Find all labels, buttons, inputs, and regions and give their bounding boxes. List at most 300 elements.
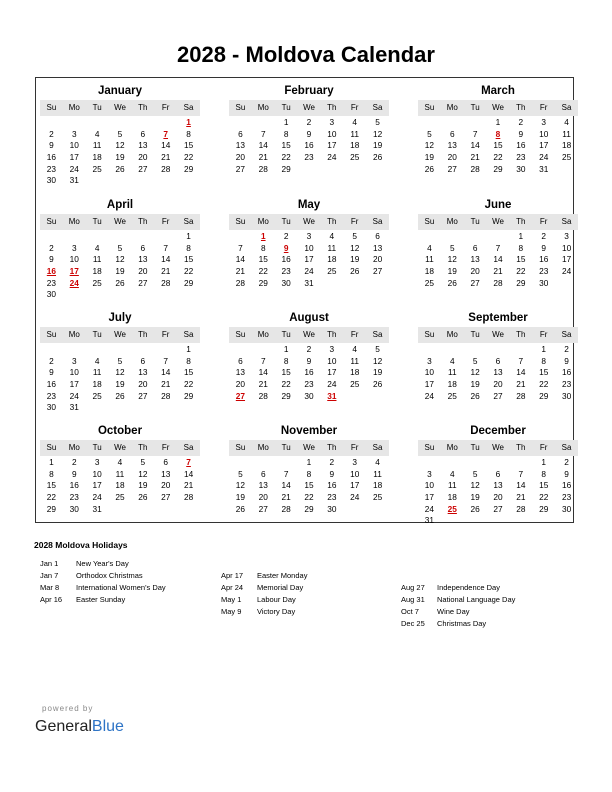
month-name: March bbox=[481, 85, 515, 97]
day-cell: 4 bbox=[94, 128, 100, 139]
holiday-name: Easter Sunday bbox=[76, 595, 126, 604]
day-cell: 9 bbox=[49, 367, 54, 378]
empty-cell bbox=[464, 117, 487, 129]
weekday-label: Mo bbox=[68, 330, 80, 339]
day-cell: 12 bbox=[138, 468, 148, 479]
day-cell: 30 bbox=[69, 503, 79, 514]
weekday-label: We bbox=[492, 443, 504, 452]
weekday-label: Sa bbox=[183, 217, 194, 226]
day-cell: 10 bbox=[424, 367, 435, 378]
month-name: April bbox=[106, 199, 134, 211]
weekday-header-row bbox=[418, 327, 578, 343]
day-cell: 9 bbox=[564, 468, 569, 479]
day-cell: 28 bbox=[281, 503, 291, 514]
day-cell: 16 bbox=[561, 367, 572, 378]
holiday-row bbox=[221, 582, 307, 594]
day-cell: 30 bbox=[281, 277, 291, 288]
day-cell: 29 bbox=[493, 163, 503, 174]
day-cell: 22 bbox=[493, 152, 503, 163]
day-cell: 30 bbox=[46, 175, 57, 186]
day-cell: 8 bbox=[283, 355, 289, 366]
weekday-label: Th bbox=[327, 103, 337, 112]
day-cell: 28 bbox=[493, 277, 503, 288]
day-cell: 30 bbox=[516, 163, 526, 174]
day-cell: 30 bbox=[304, 390, 314, 401]
day-cell: 20 bbox=[138, 266, 148, 277]
powered-by-text: powered by bbox=[42, 704, 94, 713]
weekday-header-row bbox=[229, 440, 389, 456]
day-cell: 19 bbox=[235, 492, 246, 503]
day-cell: 29 bbox=[258, 277, 268, 288]
day-cell: 24 bbox=[69, 163, 79, 174]
holiday-name: Memorial Day bbox=[257, 583, 304, 592]
weekday-label: We bbox=[303, 103, 315, 112]
holiday-date: Apr 17 bbox=[221, 571, 244, 580]
day-cell: 24 bbox=[327, 152, 337, 163]
day-cell: 21 bbox=[235, 266, 246, 277]
day-cell: 29 bbox=[539, 503, 549, 514]
day-cell: 6 bbox=[495, 355, 501, 366]
day-cell: 16 bbox=[304, 140, 314, 151]
day-cell: 19 bbox=[115, 152, 125, 163]
day-cell: 1 bbox=[541, 457, 547, 467]
day-cell: 17 bbox=[304, 254, 314, 265]
day-cell: 17 bbox=[539, 140, 549, 151]
day-cell: 14 bbox=[161, 254, 171, 265]
month-january bbox=[40, 83, 200, 187]
day-cell: 20 bbox=[493, 379, 503, 390]
day-cell: 2 bbox=[306, 117, 312, 127]
empty-cell bbox=[441, 231, 464, 243]
weekday-label: Fr bbox=[539, 103, 548, 112]
weekday-label: Tu bbox=[470, 443, 480, 452]
day-cell: 14 bbox=[183, 468, 194, 479]
empty-cell bbox=[509, 344, 532, 356]
day-cell: 2 bbox=[49, 128, 54, 139]
empty-cell bbox=[63, 344, 86, 356]
day-cell: 14 bbox=[470, 140, 480, 151]
day-cell: 22 bbox=[304, 492, 314, 503]
day-cell: 9 bbox=[49, 140, 54, 151]
day-cell: 25 bbox=[115, 492, 125, 503]
day-cell: 19 bbox=[372, 367, 383, 378]
day-cell: 16 bbox=[304, 367, 314, 378]
day-cell: 16 bbox=[281, 254, 291, 265]
day-cell: 20 bbox=[470, 266, 480, 277]
day-cell: 27 bbox=[493, 503, 503, 514]
holiday-date: Apr 16 bbox=[40, 595, 63, 604]
month-name: February bbox=[284, 85, 334, 97]
day-cell: 5 bbox=[238, 468, 243, 479]
day-cell: 28 bbox=[470, 163, 480, 174]
day-cell: 2 bbox=[541, 231, 547, 241]
weekday-label: Fr bbox=[161, 217, 170, 226]
day-cell: 15 bbox=[183, 140, 194, 151]
day-cell: 27 bbox=[372, 266, 383, 277]
holiday-day: 7 bbox=[186, 457, 191, 467]
weekday-label: Sa bbox=[372, 330, 383, 339]
day-cell: 14 bbox=[258, 140, 268, 151]
holiday-name: Orthodox Christmas bbox=[76, 571, 143, 580]
weekday-label: Th bbox=[327, 217, 337, 226]
day-cell: 12 bbox=[470, 480, 480, 491]
empty-cell bbox=[487, 344, 510, 356]
weekday-label: Sa bbox=[183, 330, 194, 339]
weekday-header-row bbox=[40, 100, 200, 116]
empty-cell bbox=[464, 344, 487, 356]
month-september bbox=[418, 310, 578, 402]
day-cell: 20 bbox=[493, 492, 503, 503]
month-march bbox=[418, 83, 578, 175]
empty-cell bbox=[252, 117, 275, 129]
month-name: December bbox=[470, 425, 526, 437]
day-cell: 26 bbox=[372, 152, 383, 163]
day-cell: 16 bbox=[46, 152, 57, 163]
day-cell: 15 bbox=[281, 367, 291, 378]
day-cell: 29 bbox=[46, 503, 57, 514]
day-cell: 25 bbox=[561, 152, 572, 163]
day-cell: 24 bbox=[92, 492, 102, 503]
day-cell: 10 bbox=[69, 367, 79, 378]
empty-cell bbox=[40, 344, 63, 356]
day-cell: 23 bbox=[539, 266, 549, 277]
day-cell: 26 bbox=[470, 390, 480, 401]
day-cell: 20 bbox=[138, 379, 148, 390]
day-cell: 7 bbox=[518, 468, 524, 479]
day-cell: 27 bbox=[138, 163, 148, 174]
day-cell: 29 bbox=[516, 277, 526, 288]
day-cell: 28 bbox=[161, 390, 171, 401]
holiday-column bbox=[221, 570, 307, 618]
day-cell: 24 bbox=[304, 266, 314, 277]
day-cell: 23 bbox=[561, 379, 572, 390]
day-cell: 2 bbox=[71, 457, 77, 467]
day-cell: 4 bbox=[427, 242, 432, 253]
day-cell: 10 bbox=[327, 128, 337, 139]
day-cell: 23 bbox=[69, 492, 79, 503]
day-cell: 9 bbox=[306, 128, 312, 139]
day-cell: 6 bbox=[375, 231, 380, 241]
empty-cell bbox=[441, 344, 464, 356]
day-cell: 23 bbox=[561, 492, 572, 503]
holiday-row bbox=[221, 606, 307, 618]
month-june bbox=[418, 197, 578, 289]
day-cell: 18 bbox=[350, 140, 360, 151]
day-cell: 24 bbox=[424, 503, 435, 514]
weekday-label: Mo bbox=[446, 103, 458, 112]
holiday-row bbox=[401, 594, 515, 606]
holiday-date: Aug 27 bbox=[401, 583, 425, 592]
weekday-label: Mo bbox=[257, 443, 269, 452]
holiday-date: Aug 31 bbox=[401, 595, 425, 604]
holiday-date: Jan 7 bbox=[40, 571, 59, 580]
day-cell: 30 bbox=[46, 289, 57, 300]
day-cell: 5 bbox=[117, 355, 123, 366]
holiday-row bbox=[401, 618, 515, 630]
day-cell: 21 bbox=[493, 266, 503, 277]
weekday-label: Tu bbox=[470, 330, 480, 339]
weekday-label: Tu bbox=[470, 103, 480, 112]
weekday-label: Sa bbox=[561, 443, 572, 452]
month-november bbox=[229, 423, 389, 515]
day-cell: 29 bbox=[304, 503, 314, 514]
day-cell: 3 bbox=[329, 344, 335, 354]
day-cell: 6 bbox=[140, 242, 146, 253]
day-cell: 25 bbox=[92, 277, 102, 288]
day-cell: 23 bbox=[46, 390, 57, 401]
day-cell: 27 bbox=[161, 492, 171, 503]
day-cell: 4 bbox=[564, 117, 569, 127]
holiday-name: Victory Day bbox=[257, 607, 296, 616]
weekday-label: Sa bbox=[561, 217, 572, 226]
day-cell: 19 bbox=[424, 152, 435, 163]
generalblue-logo[interactable] bbox=[35, 716, 124, 738]
day-cell: 28 bbox=[161, 163, 171, 174]
day-cell: 18 bbox=[561, 140, 572, 151]
day-cell: 7 bbox=[495, 242, 501, 253]
day-cell: 5 bbox=[140, 457, 146, 467]
weekday-label: Su bbox=[235, 103, 246, 112]
day-cell: 13 bbox=[138, 140, 148, 151]
day-cell: 17 bbox=[69, 152, 79, 163]
weekday-label: Sa bbox=[183, 443, 194, 452]
day-cell: 16 bbox=[327, 480, 337, 491]
day-cell: 25 bbox=[92, 163, 102, 174]
day-cell: 11 bbox=[425, 254, 434, 265]
empty-cell bbox=[229, 231, 252, 243]
empty-cell bbox=[229, 344, 252, 356]
holiday-name: Wine Day bbox=[437, 607, 470, 616]
day-cell: 6 bbox=[140, 355, 146, 366]
weekday-label: Mo bbox=[446, 217, 458, 226]
day-cell: 19 bbox=[372, 140, 383, 151]
day-cell: 12 bbox=[470, 367, 480, 378]
holiday-row bbox=[40, 558, 166, 570]
day-cell: 1 bbox=[495, 117, 501, 127]
weekday-label: Su bbox=[424, 443, 435, 452]
weekday-label: Sa bbox=[561, 330, 572, 339]
day-cell: 8 bbox=[49, 468, 54, 479]
holiday-date: Oct 7 bbox=[401, 607, 419, 616]
day-cell: 9 bbox=[518, 128, 524, 139]
day-cell: 22 bbox=[183, 266, 194, 277]
empty-cell bbox=[109, 344, 132, 356]
day-cell: 7 bbox=[472, 128, 478, 139]
day-grid bbox=[229, 231, 389, 289]
day-cell: 21 bbox=[516, 379, 526, 390]
day-cell: 2 bbox=[564, 457, 569, 467]
holiday-name: International Women's Day bbox=[76, 583, 166, 592]
day-cell: 26 bbox=[235, 503, 246, 514]
day-cell: 4 bbox=[329, 231, 335, 241]
day-cell: 11 bbox=[327, 242, 337, 253]
day-cell: 2 bbox=[329, 457, 335, 467]
day-cell: 16 bbox=[69, 480, 79, 491]
day-cell: 17 bbox=[424, 379, 435, 390]
weekday-label: Tu bbox=[470, 217, 480, 226]
weekday-label: Tu bbox=[281, 103, 291, 112]
empty-cell bbox=[509, 457, 532, 469]
day-cell: 1 bbox=[306, 457, 312, 467]
weekday-label: Th bbox=[516, 103, 526, 112]
holiday-date: Dec 25 bbox=[401, 619, 425, 628]
day-cell: 4 bbox=[449, 468, 455, 479]
day-cell: 4 bbox=[352, 117, 358, 127]
weekday-header-row bbox=[418, 214, 578, 230]
holiday-day: 16 bbox=[46, 266, 57, 277]
day-cell: 28 bbox=[235, 277, 246, 288]
day-cell: 3 bbox=[427, 355, 432, 366]
day-cell: 7 bbox=[518, 355, 524, 366]
day-cell: 21 bbox=[281, 492, 291, 503]
day-cell: 23 bbox=[46, 163, 57, 174]
weekday-label: Tu bbox=[92, 103, 102, 112]
empty-cell bbox=[109, 117, 132, 129]
weekday-label: Sa bbox=[183, 103, 194, 112]
weekday-label: Su bbox=[424, 217, 435, 226]
empty-cell bbox=[63, 117, 86, 129]
day-cell: 18 bbox=[92, 152, 102, 163]
holiday-column bbox=[401, 582, 515, 630]
day-cell: 28 bbox=[516, 503, 526, 514]
day-cell: 26 bbox=[115, 277, 125, 288]
weekday-label: Th bbox=[138, 443, 148, 452]
weekday-label: Mo bbox=[68, 217, 80, 226]
weekday-label: We bbox=[492, 103, 504, 112]
empty-cell bbox=[63, 231, 86, 243]
weekday-label: Tu bbox=[281, 217, 291, 226]
day-cell: 5 bbox=[375, 117, 380, 127]
day-cell: 6 bbox=[163, 457, 169, 467]
day-cell: 10 bbox=[350, 468, 360, 479]
weekday-label: Tu bbox=[281, 330, 291, 339]
day-cell: 26 bbox=[350, 266, 360, 277]
day-cell: 15 bbox=[539, 480, 549, 491]
day-cell: 4 bbox=[375, 457, 380, 467]
day-cell: 31 bbox=[424, 515, 435, 526]
day-cell: 15 bbox=[281, 140, 291, 151]
day-cell: 11 bbox=[115, 468, 125, 479]
holiday-row bbox=[221, 594, 307, 606]
day-cell: 21 bbox=[258, 379, 268, 390]
weekday-label: Sa bbox=[372, 217, 383, 226]
weekday-label: Su bbox=[235, 330, 246, 339]
day-cell: 13 bbox=[138, 254, 148, 265]
day-cell: 3 bbox=[306, 231, 312, 241]
day-cell: 13 bbox=[470, 254, 480, 265]
day-cell: 25 bbox=[92, 390, 102, 401]
weekday-label: Fr bbox=[539, 217, 548, 226]
day-cell: 12 bbox=[115, 254, 125, 265]
empty-cell bbox=[131, 344, 154, 356]
day-cell: 5 bbox=[117, 242, 123, 253]
holiday-day: 27 bbox=[235, 390, 246, 401]
day-cell: 27 bbox=[138, 277, 148, 288]
day-cell: 16 bbox=[516, 140, 526, 151]
day-cell: 3 bbox=[541, 117, 547, 127]
day-cell: 12 bbox=[372, 128, 383, 139]
day-grid bbox=[418, 457, 578, 527]
day-cell: 19 bbox=[470, 379, 480, 390]
day-cell: 18 bbox=[372, 480, 383, 491]
day-cell: 12 bbox=[115, 140, 125, 151]
weekday-label: Su bbox=[46, 443, 57, 452]
day-cell: 14 bbox=[235, 254, 246, 265]
weekday-label: Tu bbox=[92, 443, 102, 452]
day-cell: 22 bbox=[281, 152, 291, 163]
day-cell: 25 bbox=[350, 152, 360, 163]
empty-cell bbox=[487, 231, 510, 243]
day-cell: 13 bbox=[138, 367, 148, 378]
month-name: January bbox=[97, 85, 143, 97]
weekday-label: Mo bbox=[257, 330, 269, 339]
weekday-label: Su bbox=[424, 103, 435, 112]
day-cell: 5 bbox=[375, 344, 380, 354]
weekday-header-row bbox=[418, 440, 578, 456]
day-cell: 1 bbox=[283, 344, 289, 354]
weekday-label: We bbox=[114, 330, 126, 339]
day-cell: 27 bbox=[447, 163, 457, 174]
page-title: 2028 - Moldova Calendar bbox=[177, 42, 435, 67]
day-cell: 12 bbox=[424, 140, 435, 151]
day-cell: 31 bbox=[69, 402, 79, 413]
day-cell: 17 bbox=[561, 254, 572, 265]
day-cell: 14 bbox=[161, 367, 171, 378]
day-cell: 22 bbox=[539, 492, 549, 503]
day-cell: 21 bbox=[161, 152, 171, 163]
day-cell: 29 bbox=[539, 390, 549, 401]
holiday-day: 7 bbox=[163, 128, 169, 139]
day-cell: 25 bbox=[447, 390, 457, 401]
day-cell: 10 bbox=[304, 242, 314, 253]
day-cell: 29 bbox=[183, 163, 194, 174]
day-cell: 17 bbox=[327, 367, 337, 378]
day-cell: 28 bbox=[183, 492, 194, 503]
day-cell: 18 bbox=[92, 266, 102, 277]
day-cell: 20 bbox=[447, 152, 457, 163]
day-cell: 10 bbox=[424, 480, 435, 491]
day-cell: 11 bbox=[350, 355, 360, 366]
weekday-label: Mo bbox=[446, 330, 458, 339]
day-cell: 16 bbox=[46, 379, 57, 390]
brand-blue: Blue bbox=[91, 718, 124, 735]
day-cell: 26 bbox=[447, 277, 457, 288]
holiday-date: Mar 8 bbox=[40, 583, 60, 592]
empty-cell bbox=[40, 231, 63, 243]
weekday-label: Su bbox=[46, 103, 57, 112]
holiday-day: 1 bbox=[186, 117, 191, 127]
empty-cell bbox=[418, 231, 441, 243]
day-cell: 30 bbox=[327, 503, 337, 514]
day-cell: 22 bbox=[46, 492, 57, 503]
day-cell: 6 bbox=[495, 468, 501, 479]
day-cell: 19 bbox=[138, 480, 148, 491]
day-cell: 17 bbox=[327, 140, 337, 151]
day-cell: 4 bbox=[352, 344, 358, 354]
day-cell: 12 bbox=[447, 254, 457, 265]
weekday-label: Fr bbox=[350, 330, 359, 339]
day-cell: 3 bbox=[564, 231, 569, 241]
month-name: September bbox=[468, 312, 528, 324]
weekday-label: Fr bbox=[161, 443, 170, 452]
weekday-label: We bbox=[114, 217, 126, 226]
day-cell: 21 bbox=[161, 379, 171, 390]
day-cell: 13 bbox=[235, 367, 246, 378]
day-cell: 9 bbox=[306, 355, 312, 366]
day-cell: 11 bbox=[447, 480, 457, 491]
holiday-date: Jan 1 bbox=[40, 559, 59, 568]
weekday-label: Mo bbox=[446, 443, 458, 452]
